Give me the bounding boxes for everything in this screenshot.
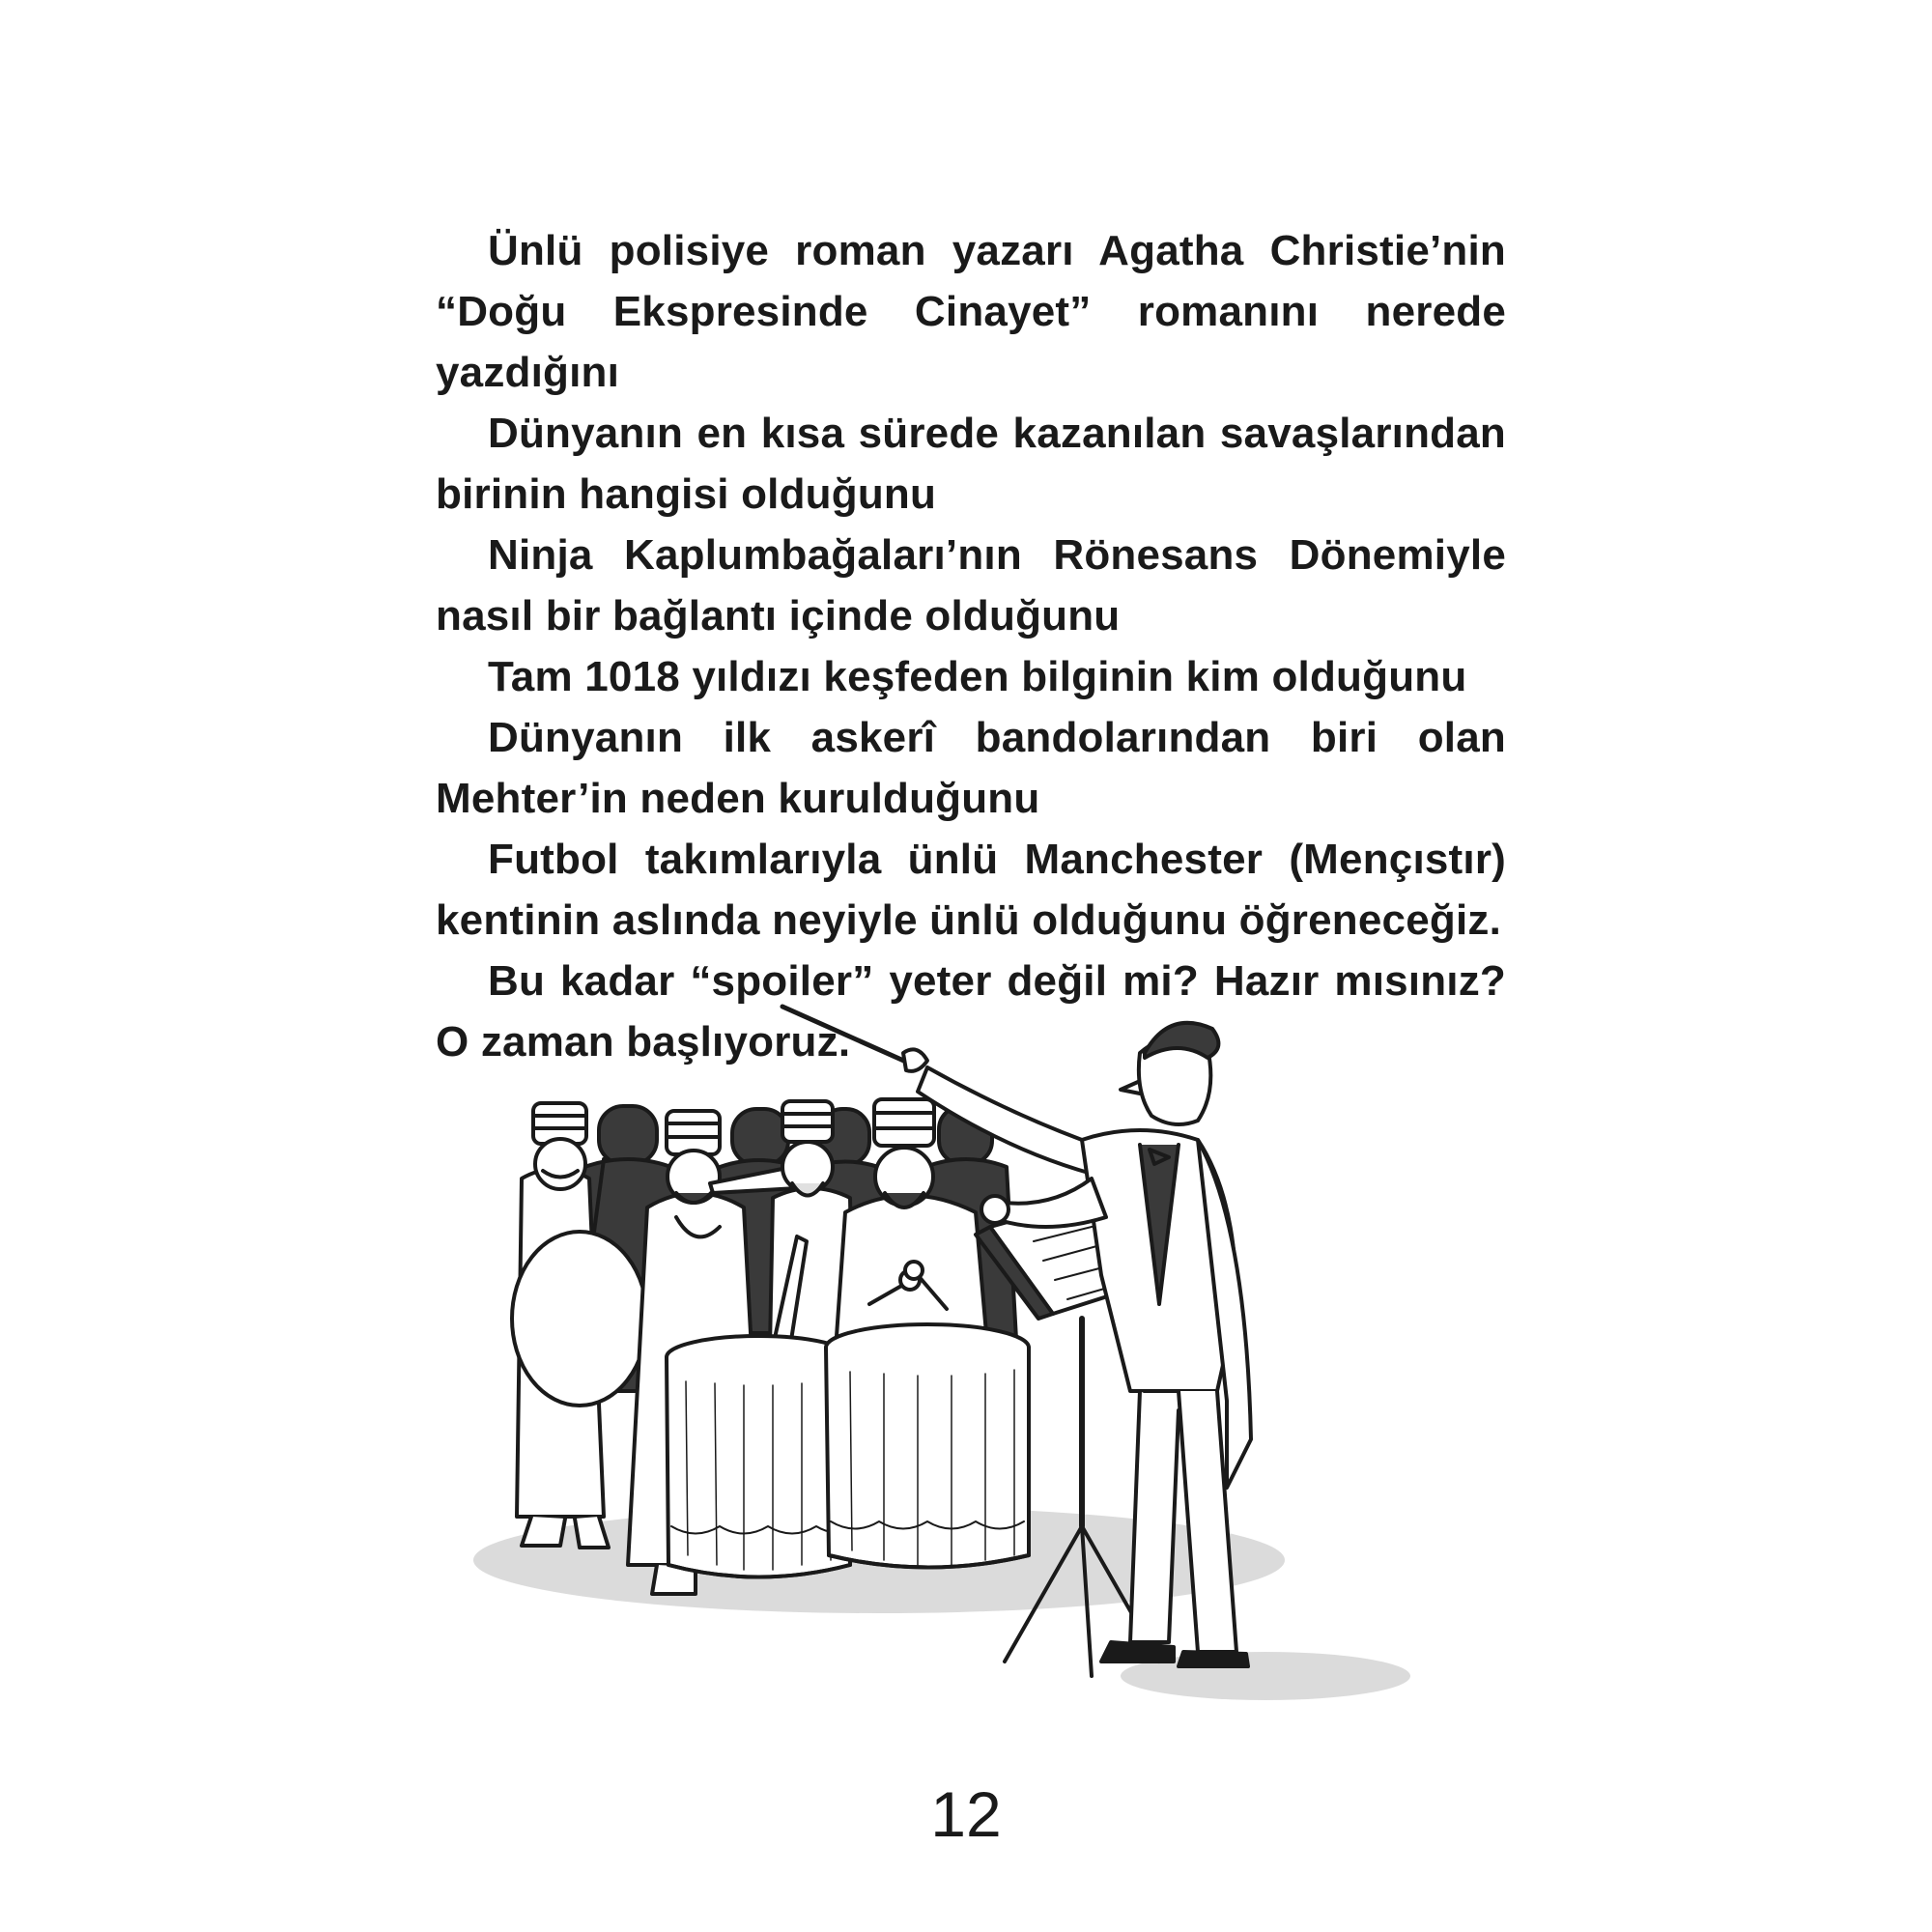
paragraph: Ninja Kaplumbağaları’nın Rönesans Dönemiyle nasıl bir bağlantı içinde olduğunu <box>436 531 1506 639</box>
paragraph: Dünyanın en kısa sürede kazanılan savaşlarından birinin hangisi olduğunu <box>436 410 1506 518</box>
body-text <box>436 220 1506 1072</box>
baton <box>782 1007 908 1063</box>
paragraph: Bu kadar “spoiler” yeter değil mi? Hazır mısınız? O zaman başlıyoruz. <box>436 957 1506 1065</box>
page-number: 12 <box>930 1778 1002 1850</box>
paragraph: Futbol takımlarıyla ünlü Manchester (Mençıstır) kentinin aslında neyiyle ünlü olduğunu öğreneceğiz. <box>436 836 1506 944</box>
paragraph: Ünlü polisiye roman yazarı Agatha Christie’nin “Doğu Ekspresinde Cinayet” romanını nerede yazdığını <box>436 227 1506 396</box>
kos-drum-left <box>667 1336 850 1577</box>
paragraph: Dünyanın ilk askerî bandolarından biri olan Mehter’in neden kurulduğunu <box>436 714 1506 822</box>
paragraph: Tam 1018 yıldızı keşfeden bilginin kim olduğunu <box>488 653 1467 700</box>
kos-drum-right <box>826 1324 1029 1568</box>
mehter-band-illustration <box>464 985 1430 1719</box>
